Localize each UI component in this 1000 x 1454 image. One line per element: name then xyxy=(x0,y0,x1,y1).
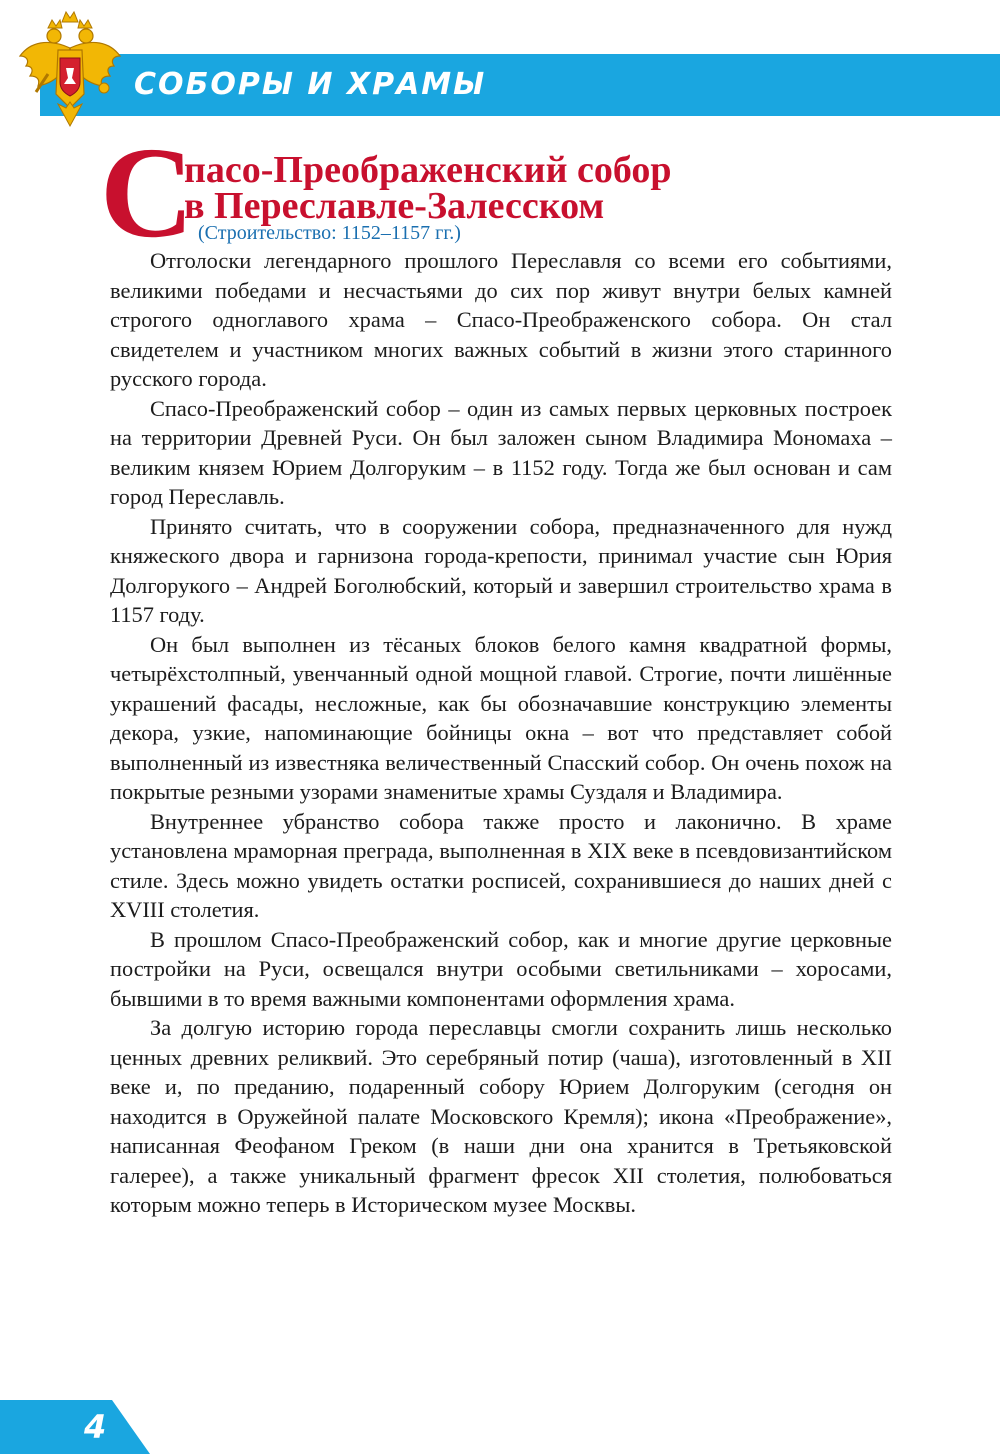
article-title-line-1: пасо-Преображенский собор xyxy=(184,149,672,191)
paragraph: Он был выполнен из тёсаных блоков белого камня квадратной формы, четырёхстолпный, увенчанный одной мощной главой. Строгие, почти лишённые украшений фасады, несложные, как бы обозначавшие конструкцию элементы декора, узкие, напоминающие бойницы окна – вот что представляет собой выполненный из известняка величественный Спасский собор. Он очень похож на покрытые резными узорами знаменитые храмы Суздаля и Владимира. xyxy=(110,631,892,804)
article-subtitle: (Строительство: 1152–1157 гг.) xyxy=(198,222,461,244)
paragraph: Отголоски легендарного прошлого Переславля со всеми его событиями, великими победами и несчастьями до сих пор живут внутри белых камней строгого одноглавого храма – Спасо-Преображенского собора. Он стал свидетелем и участником многих важных событий в жизни этого старинного русского города. xyxy=(110,248,892,391)
drop-cap: С xyxy=(100,121,194,265)
paragraph: За долгую историю города переславцы смогли сохранить лишь несколько ценных древних реликвий. Это серебряный потир (чаша), изготовленный в XII веке и, по преданию, подаренный собору Юрием Долгоруким (сегодня он находится в Оружейной палате Московского Кремля); икона «Преображение», написанная Феофаном Греком (в наши дни она хранится в Третьяковской галерее), а также уникальный фрагмент фресок XII столетия, полюбоваться которым можно теперь в Историческом музее Москвы. xyxy=(110,1015,892,1217)
paragraph: Спасо-Преображенский собор – один из самых первых церковных построек на территории Древней Руси. Он был заложен сыном Владимира Мономаха – великим князем Юрием Долгоруким – в 1152 году. Тогда же был основан и сам город Переславль. xyxy=(110,395,892,509)
page-number-tab xyxy=(0,1400,150,1454)
paragraph: В прошлом Спасо-Преображенский собор, как и многие другие церковные постройки на Руси, освещался внутри особыми светильниками – хоросами, бывшими в то время важными компонентами оформления храма. xyxy=(110,926,892,1011)
page-number: 4 xyxy=(84,1408,107,1446)
article-body xyxy=(110,246,892,1220)
article-title-line-2: в Переславле-Залесском xyxy=(184,185,605,227)
paragraph: Внутреннее убранство собора также просто и лаконично. В храме установлена мраморная преграда, выполненная в XIX веке в псевдовизантийском стиле. Здесь можно увидеть остатки росписей, сохранившиеся до наших дней с XVIII столетия. xyxy=(110,808,892,922)
section-title: СОБОРЫ И ХРАМЫ xyxy=(134,67,487,102)
header-band xyxy=(0,0,1000,116)
double-headed-eagle-icon xyxy=(8,8,132,132)
paragraph: Принято считать, что в сооружении собора, предназначенного для нужд княжеского двора и гарнизона города-крепости, принимал участие сын Юрия Долгорукого – Андрей Боголюбский, который и завершил строительство храма в 1157 году. xyxy=(110,513,892,627)
article-title-block xyxy=(100,121,900,265)
